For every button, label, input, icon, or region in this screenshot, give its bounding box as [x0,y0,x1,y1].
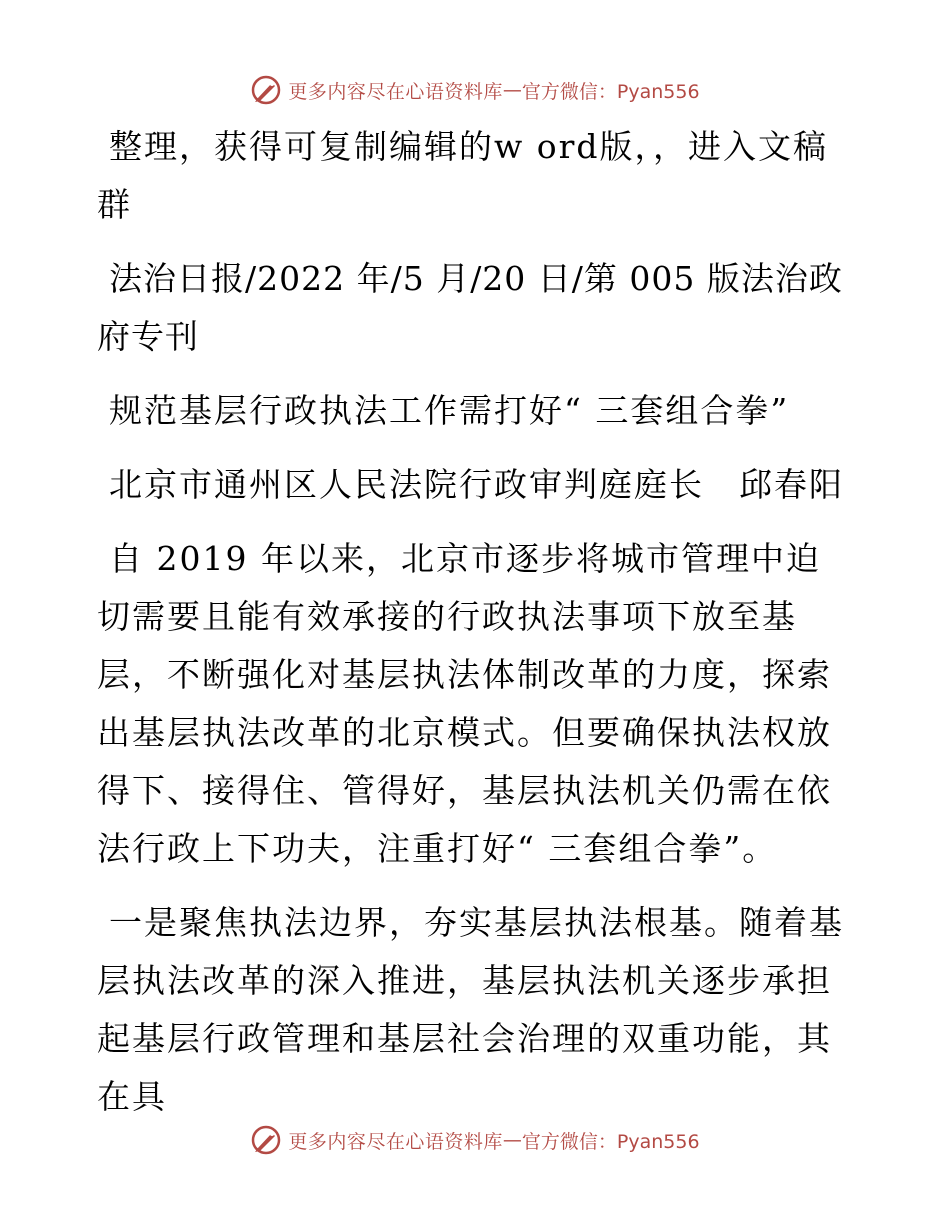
intro-paragraph: 整理，获得可复制编辑的w ord版，，进入文稿群 [97,127,829,224]
source-line: 法治日报/2022 年/5 月/20 日/第 005 版法治政府专刊 [97,259,843,356]
header-banner [0,70,950,110]
header-banner-separator: — [502,79,522,101]
body-paragraph: 自 2019 年以来，北京市逐步将城市管理中迫切需要且能有效承接的行政执法事项下放至基层，不断强化对基层执法体制改革的力度，探索出基层执法改革的北京模式。但要确保执法权放得下、接得住、管得好，基层执法机关仍需在依法行政上下功夫，注重打好“ 三套组合拳”。 [97,539,832,868]
pen-logo-icon [250,1124,282,1156]
footer-banner [0,1120,950,1160]
header-banner-text: 更多内容尽在心语资料库 [288,80,503,103]
footer-wechat-text: 官方微信：Pyan556 [521,1130,700,1153]
header-wechat-text: 官方微信：Pyan556 [521,80,700,103]
footer-banner-text: 更多内容尽在心语资料库 [288,1130,503,1153]
article-title: 规范基层行政执法工作需打好“ 三套组合拳” [109,391,790,430]
footer-banner-separator: — [502,1129,522,1151]
body-paragraph: 一是聚焦执法边界，夯实基层执法根基。随着基层执法改革的深入推进，基层执法机关逐步承担起基层行政管理和基层社会治理的双重功能，其在具 [97,903,844,1116]
document-body [97,118,853,1126]
pen-logo-icon [250,74,282,106]
author-line: 北京市通州区人民法院行政审判庭庭长 邱春阳 [109,465,844,504]
